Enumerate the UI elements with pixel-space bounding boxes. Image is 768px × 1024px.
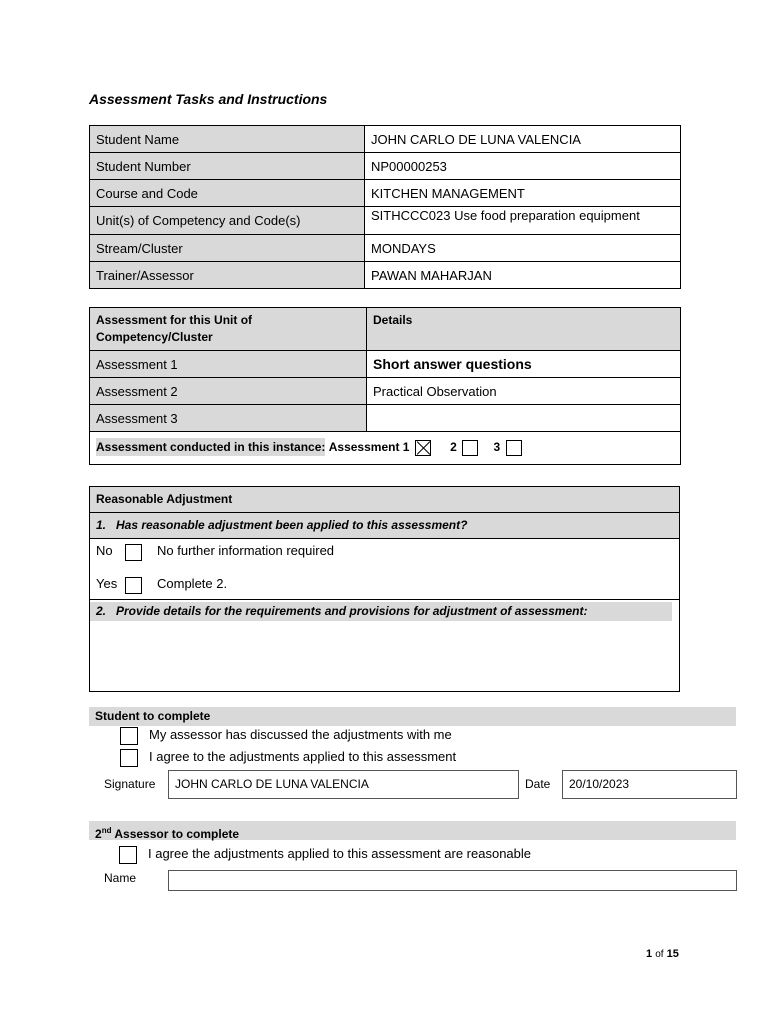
assessment-1-value: Short answer questions (367, 351, 681, 378)
option-no (90, 539, 679, 572)
option-no-label: No (96, 543, 113, 558)
page-number (646, 948, 679, 960)
assessment-conducted-a1: Assessment 1 (328, 440, 410, 455)
student-info-row (90, 235, 681, 262)
reasonable-adjustment-q2: 2. Provide details for the requirements and provisions for adjustment of assessment: (90, 602, 672, 621)
student-discussed-checkbox[interactable] (120, 727, 138, 745)
option-yes-checkbox[interactable] (125, 577, 142, 594)
student-info-label: Trainer/Assessor (90, 262, 365, 289)
student-info-row (90, 180, 681, 207)
student-info-label: Student Name (90, 126, 365, 153)
reasonable-adjustment-title: Reasonable Adjustment (90, 487, 679, 513)
assessment-3-value (367, 405, 681, 432)
option-yes (90, 572, 679, 605)
student-complete-title: Student to complete (89, 707, 736, 726)
name-field[interactable] (168, 870, 737, 891)
assessment-2-value: Practical Observation (367, 378, 681, 405)
student-info-value: PAWAN MAHARJAN (365, 262, 681, 289)
student-info-value: JOHN CARLO DE LUNA VALENCIA (365, 126, 681, 153)
signature-field[interactable]: JOHN CARLO DE LUNA VALENCIA (168, 770, 519, 799)
option-no-checkbox[interactable] (125, 544, 142, 561)
reasonable-adjustment-q1: 1. Has reasonable adjustment been applied to this assessment? (90, 513, 679, 539)
assessment-header-right: Details (367, 308, 681, 351)
assessment-table (89, 307, 681, 465)
student-info-row (90, 262, 681, 289)
option-yes-text: Complete 2. (157, 576, 228, 591)
assessor-agree-text: I agree the adjustments applied to this assessment are reasonable (148, 846, 532, 861)
student-info-label: Student Number (90, 153, 365, 180)
assessment-conducted-row (90, 432, 681, 465)
student-info-row (90, 153, 681, 180)
student-info-row (90, 207, 681, 235)
reasonable-adjustment-section (89, 486, 680, 692)
assessment-conducted-label: Assessment conducted in this instance: (96, 440, 326, 455)
signature-label: Signature (104, 777, 156, 791)
student-info-value: KITCHEN MANAGEMENT (365, 180, 681, 207)
assessment-3-checkbox[interactable] (506, 440, 522, 456)
student-agree-text: I agree to the adjustments applied to this assessment (149, 749, 457, 764)
page-heading: Assessment Tasks and Instructions (89, 91, 328, 107)
assessment-1-checkbox[interactable] (415, 440, 431, 456)
option-yes-label: Yes (96, 576, 118, 591)
student-info-table (89, 125, 681, 289)
assessor-title-rest: Assessor to complete (111, 827, 240, 841)
assessment-3-label: Assessment 3 (90, 405, 367, 432)
option-no-text: No further information required (157, 543, 335, 558)
student-info-value: SITHCCC023 Use food preparation equipment (365, 207, 681, 235)
assessor-complete-title (89, 821, 736, 840)
date-label: Date (525, 777, 551, 791)
student-info-value: MONDAYS (365, 235, 681, 262)
student-info-label: Course and Code (90, 180, 365, 207)
page-total: 15 (666, 948, 679, 960)
assessor-agree-checkbox[interactable] (119, 846, 137, 864)
page-current: 1 (646, 948, 653, 960)
assessor-title-prefix: 2 (95, 827, 102, 841)
assessment-1-label: Assessment 1 (90, 351, 367, 378)
student-discussed-text: My assessor has discussed the adjustments with me (149, 727, 452, 742)
assessment-2-checkbox[interactable] (462, 440, 478, 456)
reasonable-adjustment-options (90, 539, 679, 600)
student-info-row (90, 126, 681, 153)
name-label: Name (104, 871, 137, 885)
student-agree-checkbox[interactable] (120, 749, 138, 767)
page-of: of (655, 949, 664, 960)
assessment-2-label: Assessment 2 (90, 378, 367, 405)
date-field[interactable]: 20/10/2023 (562, 770, 737, 799)
student-info-label: Unit(s) of Competency and Code(s) (90, 207, 365, 235)
assessment-header-left: Assessment for this Unit of Competency/Cluster (90, 308, 367, 351)
assessment-conducted-a3: 3 (493, 440, 501, 455)
adjustment-details-area[interactable] (90, 621, 679, 691)
assessor-title-sup: nd (101, 826, 112, 835)
student-info-value: NP00000253 (365, 153, 681, 180)
student-info-label: Stream/Cluster (90, 235, 365, 262)
assessment-conducted-a2: 2 (450, 440, 457, 455)
